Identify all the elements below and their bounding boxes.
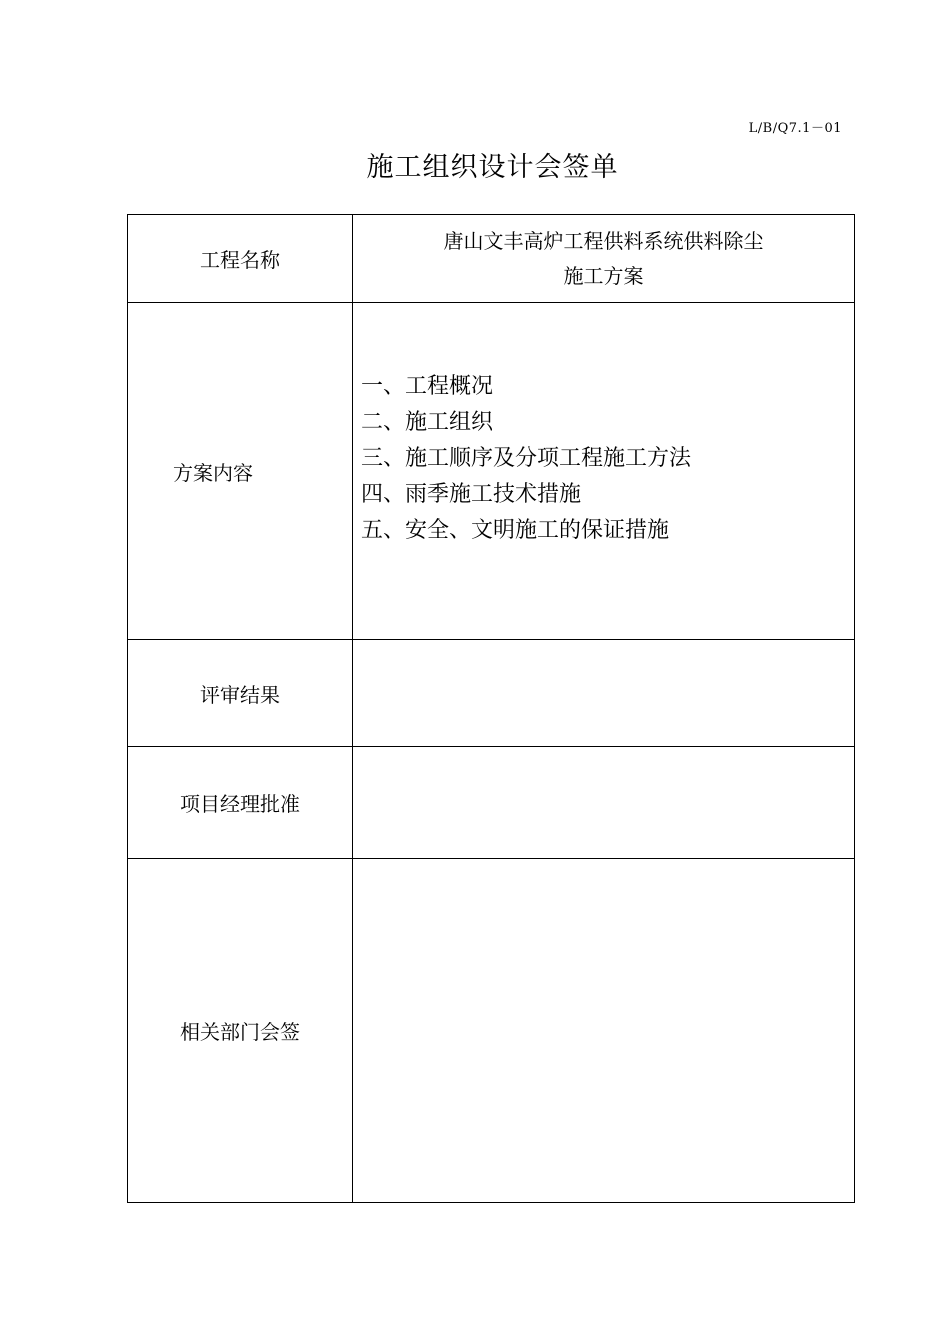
project-name-label: 工程名称 — [128, 215, 353, 303]
plan-content-label: 方案内容 — [128, 303, 353, 640]
dept-countersign-label: 相关部门会签 — [128, 859, 353, 1203]
table-row-review-result — [128, 640, 855, 747]
list-item: 四、雨季施工技术措施 — [361, 482, 582, 507]
project-name-value — [353, 215, 855, 303]
list-item: 五、安全、文明施工的保证措施 — [361, 518, 670, 543]
table-row-project-name — [128, 215, 855, 303]
pm-approval-value — [353, 747, 855, 859]
list-item: 三、施工顺序及分项工程施工方法 — [361, 446, 692, 471]
pm-approval-label: 项目经理批准 — [128, 747, 353, 859]
countersign-form-table — [127, 214, 855, 1203]
list-item: 二、施工组织 — [361, 410, 494, 435]
list-item: 一、工程概况 — [361, 374, 494, 399]
project-name-line2: 施工方案 — [563, 263, 644, 288]
table-row-dept-countersign — [128, 859, 855, 1203]
document-code: L/B/Q7.1－01 — [748, 121, 842, 136]
plan-content-list — [353, 369, 854, 549]
project-name-line1: 唐山文丰高炉工程供料系统供料除尘 — [443, 228, 764, 253]
review-result-value — [353, 640, 855, 747]
review-result-label: 评审结果 — [128, 640, 353, 747]
dept-countersign-value — [353, 859, 855, 1203]
document-title: 施工组织设计会签单 — [366, 152, 619, 183]
table-row-pm-approval — [128, 747, 855, 859]
plan-content-value — [353, 303, 855, 640]
table-row-plan-content — [128, 303, 855, 640]
